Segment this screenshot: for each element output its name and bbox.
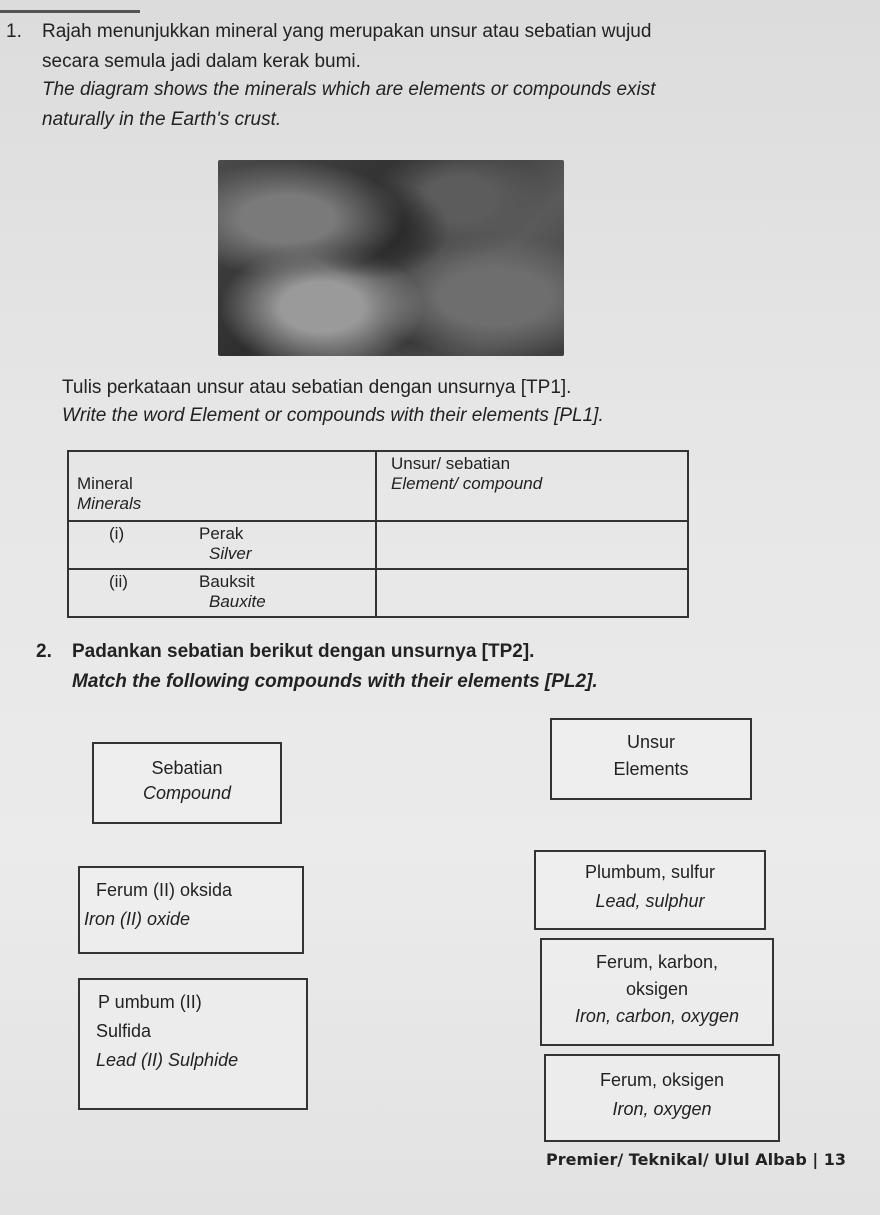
row-mineral-english: Silver xyxy=(209,544,252,563)
compound-header-english: Compound xyxy=(142,783,232,803)
element-box-iron-oxygen[interactable] xyxy=(544,1054,780,1142)
compound-malay-line2: Sulfida xyxy=(96,1021,152,1041)
q1-english-line2: naturally in the Earth's crust. xyxy=(42,109,282,130)
q1-instruction-english: Write the word Element or compounds with their elements [PL1]. xyxy=(62,405,604,426)
row-number: (ii) xyxy=(109,572,128,591)
q2-english: Match the following compounds with their elements [PL2]. xyxy=(72,671,598,692)
compound-box-lead-sulphide[interactable] xyxy=(78,978,308,1110)
minerals-table xyxy=(67,450,689,618)
q2-number: 2. xyxy=(36,641,52,662)
table-row xyxy=(68,521,688,569)
compound-box-iron-oxide[interactable] xyxy=(78,866,304,954)
compound-header-malay: Sebatian xyxy=(151,758,223,778)
element-box-lead-sulphur[interactable] xyxy=(534,850,766,930)
mineral-photo xyxy=(218,160,564,356)
row-mineral-malay: Perak xyxy=(199,524,244,543)
element-box-iron-carbon-oxygen[interactable] xyxy=(540,938,774,1046)
answer-cell[interactable] xyxy=(376,569,688,617)
elements-header-malay: Unsur xyxy=(626,732,675,752)
q1-english-line1: The diagram shows the minerals which are elements or compounds exist xyxy=(42,79,656,100)
element-malay: Plumbum, sulfur xyxy=(584,862,716,882)
compound-malay: Ferum (II) oksida xyxy=(96,880,233,900)
compound-english: Iron (II) oxide xyxy=(84,909,191,929)
page-footer: Premier/ Teknikal/ Ulul Albab | 13 xyxy=(546,1150,847,1169)
table-header-row xyxy=(68,451,688,521)
compound-header-box xyxy=(92,742,282,824)
q1-malay-line2: secara semula jadi dalam kerak bumi. xyxy=(42,51,361,72)
header-mineral-malay: Mineral xyxy=(77,474,133,493)
element-malay-line2: oksigen xyxy=(625,979,689,999)
q1-malay-line1: Rajah menunjukkan mineral yang merupakan unsur atau sebatian wujud xyxy=(42,21,652,42)
element-english: Lead, sulphur xyxy=(595,891,705,911)
header-element-malay: Unsur/ sebatian xyxy=(391,454,511,473)
row-number: (i) xyxy=(109,524,125,543)
top-rule xyxy=(0,0,140,13)
element-malay: Ferum, oksigen xyxy=(599,1070,725,1090)
element-english: Iron, oxygen xyxy=(612,1099,712,1119)
header-element-english: Element/ compound xyxy=(391,474,543,493)
row-mineral-malay: Bauksit xyxy=(199,572,255,591)
q1-number: 1. xyxy=(6,21,22,42)
q2-malay: Padankan sebatian berikut dengan unsurnya [TP2]. xyxy=(72,641,535,662)
compound-malay-line1: P umbum (II) xyxy=(98,992,202,1012)
element-malay-line1: Ferum, karbon, xyxy=(595,952,719,972)
elements-header-english: Elements xyxy=(613,759,689,779)
row-mineral-english: Bauxite xyxy=(209,592,266,611)
q1-instruction-malay: Tulis perkataan unsur atau sebatian dengan unsurnya [TP1]. xyxy=(62,377,572,398)
header-mineral-english: Minerals xyxy=(77,494,142,513)
table-row xyxy=(68,569,688,617)
element-english: Iron, carbon, oxygen xyxy=(574,1006,740,1026)
compound-english: Lead (II) Sulphide xyxy=(96,1050,239,1070)
answer-cell[interactable] xyxy=(376,521,688,569)
elements-header-box xyxy=(550,718,752,800)
